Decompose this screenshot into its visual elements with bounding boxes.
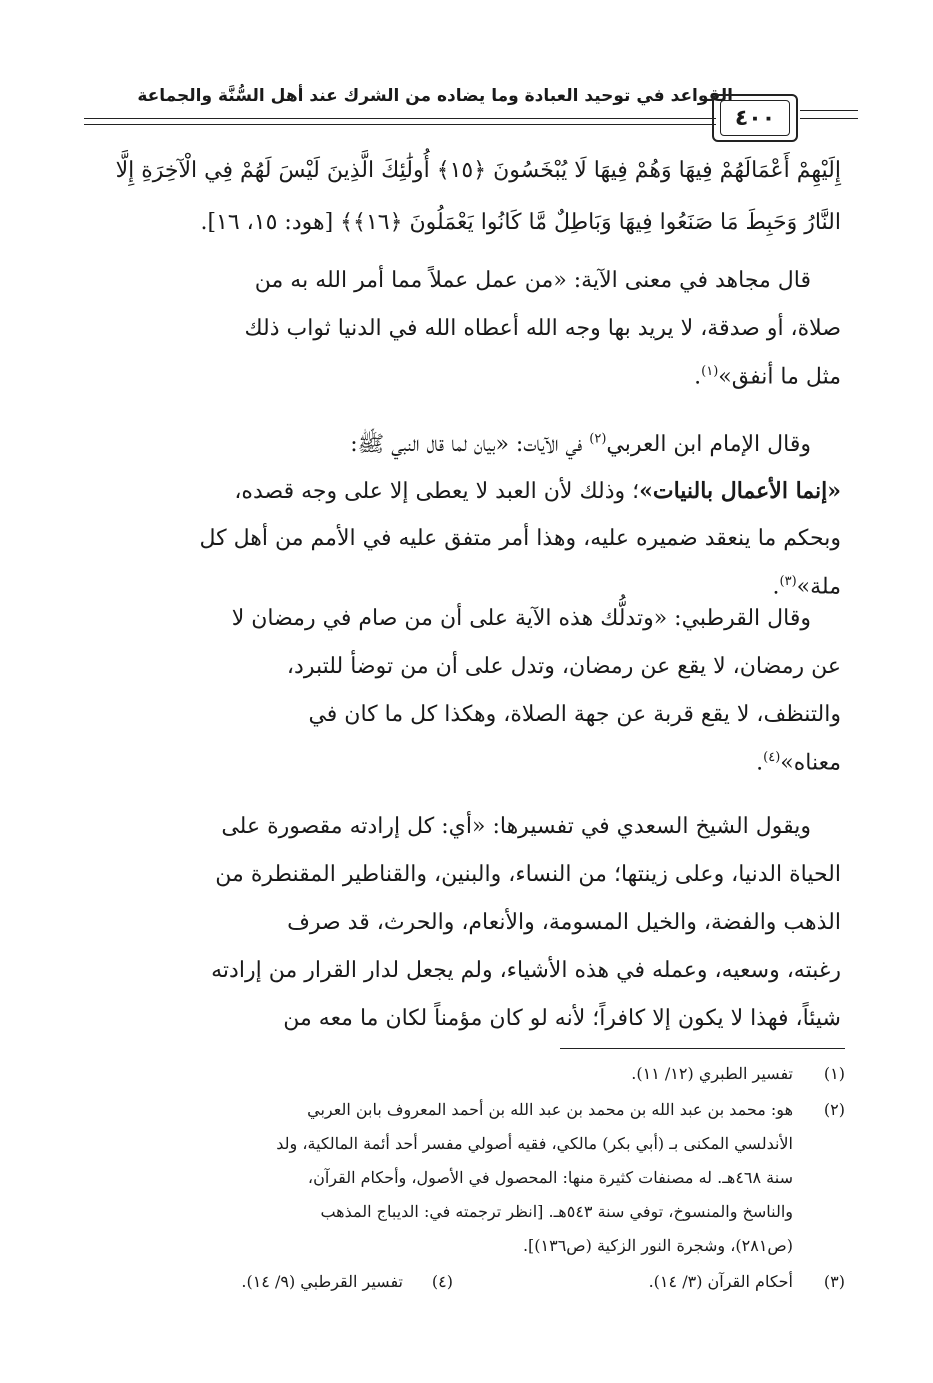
paragraph-text: . [772,574,780,600]
paragraph-line: رغبته، وسعيه، وعمله في هذه الأشياء، ولم يجعل لدار القرار من إرادته [211,958,841,983]
paragraph-text: وقال الإمام ابن العربي [606,432,811,457]
footnote-text: هو: محمد بن عبد الله بن محمد بن عبد الله بن أحمد المعروف بابن العربي [307,1100,793,1119]
footnote-text: أحكام القرآن (٣/ ١٤). [648,1272,793,1291]
paragraph-text: ملة» [796,574,841,600]
paragraph-line: ويقول الشيخ السعدي في تفسيرها: «أي: كل إرادته مقصورة على [221,814,811,839]
paragraph-line: عن رمضان، لا يقع عن رمضان، وتدل على أن من توضأ للتبرد، [286,654,841,679]
footnote-number: (٢) [823,1100,845,1119]
paragraph-line [85,364,841,389]
footnote-ref: (٤) [763,750,781,765]
hadith-quote: «إنما الأعمال بالنيات» [639,478,841,504]
footnote-ref: (١) [701,364,719,379]
header-rule [84,118,716,119]
paragraph-text: في الآيات: «بيان لما قال النبي ﷺ: [350,432,590,457]
footnote-text: (ص٢٨١)، وشجرة النور الزكية (ص١٣٦)]. [522,1236,793,1255]
paragraph-text: معناه» [780,750,841,776]
running-header [85,86,733,106]
header-title-emphasis: القواعد [670,86,733,106]
paragraph-line [85,750,841,775]
paragraph-line [85,574,841,599]
footnote-ref: (٢) [589,431,607,447]
footnote-text: تفسير القرطبي (٩/ ١٤). [241,1272,403,1291]
page-number: ٤٠٠ [720,100,790,136]
footnote-number: (٣) [823,1272,845,1291]
paragraph-text: مثل ما أنفق» [718,364,841,390]
paragraph-text: . [756,750,764,776]
footnote-text: الأندلسي المكنى بـ (أبي بكر) مالكي، فقيه أصولي مفسر أحد أئمة المالكية، ولد [276,1134,793,1153]
paragraph-line: الذهب والفضة، والخيل المسومة، والأنعام، والحرث، قد صرف [287,910,841,935]
paragraph-text: ؛ وذلك لأن العبد لا يعطى إلا على وجه قصده، [234,479,640,504]
footnote-number: (١) [823,1064,845,1083]
paragraph-line: وقال القرطبي: «وتدلُّك هذه الآية على أن من صام في رمضان لا [231,606,811,631]
paragraph-line: صلاة، أو صدقة، لا يريد بها وجه الله أعطاه الله في الدنيا ثواب ذلك [244,316,841,341]
footnote-text: تفسير الطبري (١٢/ ١١). [631,1064,793,1083]
paragraph-line [85,478,841,504]
footnote-separator [560,1048,845,1049]
paragraph-line: والتنظف، لا يقع قربة عن جهة الصلاة، وهكذا كل ما كان في [308,702,841,727]
header-ornament-bar [800,110,858,111]
footnote-text: سنة ٤٦٨هـ. له مصنفات كثيرة منها: المحصول في الأصول، وأحكام القرآن، [307,1168,793,1187]
footnote-text: والناسخ والمنسوخ، توفي سنة ٥٤٣هـ. [انظر ترجمته في: الديباج المذهب [320,1202,793,1221]
paragraph-line: الحياة الدنيا، وعلى زينتها؛ من النساء، والبنين، والقناطير المقنطرة من [215,862,841,887]
header-title: في توحيد العبادة وما يضاده من الشرك عند أهل السُّنَّة والجماعة [137,86,665,106]
paragraph-line [85,430,841,462]
header-rule [84,124,716,125]
paragraph-line: شيئاً، فهذا لا يكون إلا كافراً؛ لأنه لو كان مؤمناً لكان ما معه من [283,1006,841,1031]
paragraph-line: قال مجاهد في معنى الآية: «من عمل عملاً مما أمر الله به من [254,268,811,293]
paragraph-text: . [694,364,702,390]
header-ornament-bar [800,118,858,119]
footnote-ref: (٣) [779,574,797,589]
verse-line: النَّارُ وَحَبِطَ مَا صَنَعُوا فِيهَا وَبَاطِلٌ مَّا كَانُوا يَعْمَلُونَ ﴿١٦﴾﴾ [هود: ١٥، ١٦]. [200,210,841,235]
verse-line: إِلَيْهِمْ أَعْمَالَهُمْ فِيهَا وَهُمْ فِيهَا لَا يُبْخَسُونَ ﴿١٥﴾ أُولَٰئِكَ الَّذِينَ لَيْسَ لَهُمْ فِي الْآخِرَةِ إِلَّا [115,158,841,183]
paragraph-line: وبحكم ما ينعقد ضميره عليه، وهذا أمر متفق عليه في الأمم من أهل كل [199,526,841,551]
footnote-number: (٤) [431,1272,453,1291]
